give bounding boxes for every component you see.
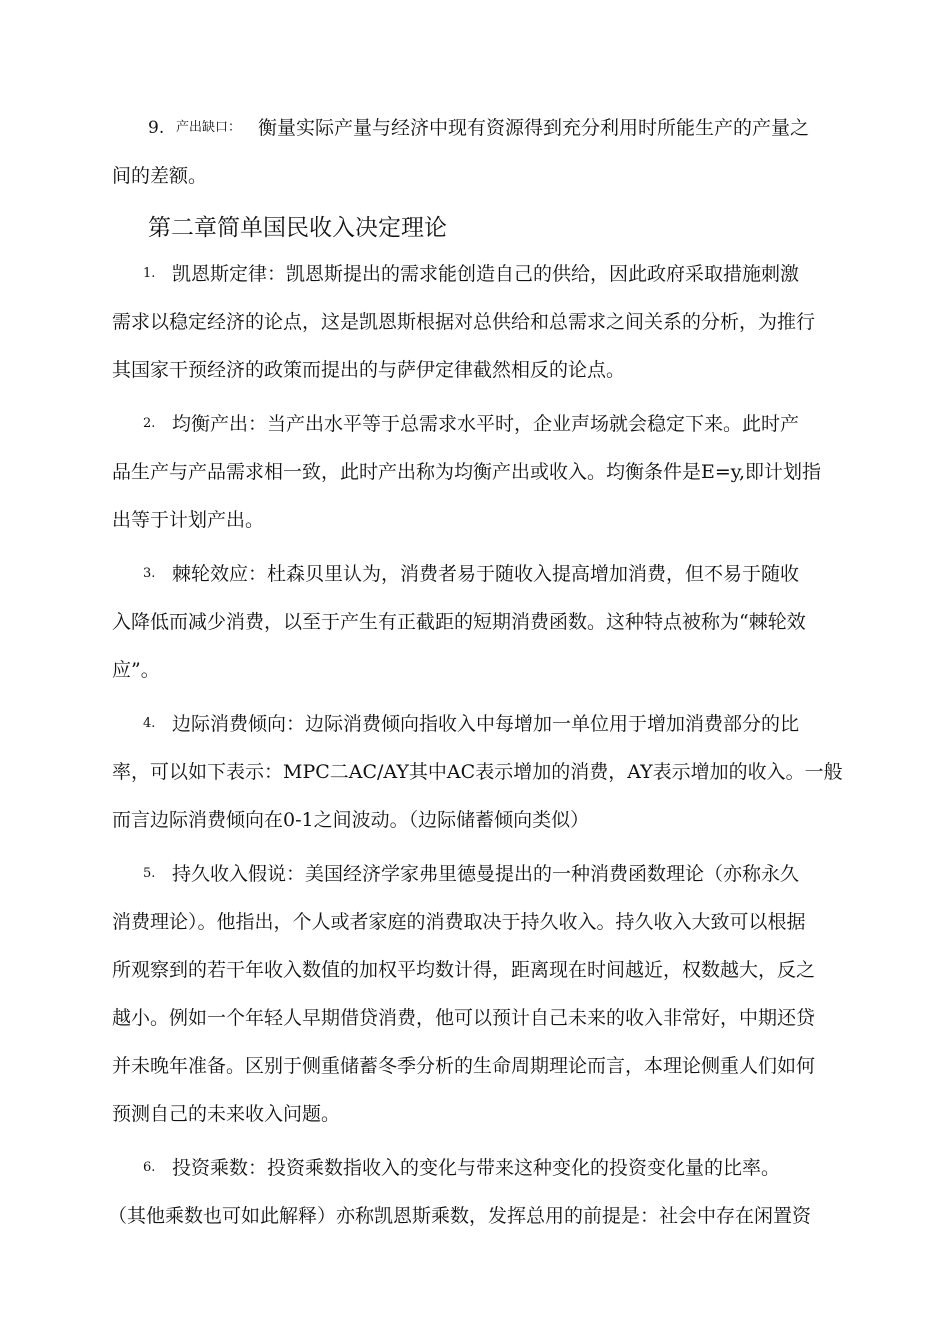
item-5-text-1: 持久收入假说：美国经济学家弗里德曼提出的一种消费函数理论（亦称永久 xyxy=(172,863,800,885)
item-6-text-1: 投资乘数：投资乘数指收入的变化与带来这种变化的投资变化量的比率。 xyxy=(172,1157,781,1179)
item-5-line-5 xyxy=(0,1048,950,1084)
item-1-text-3: 其国家干预经济的政策而提出的与萨伊定律截然相反的论点。 xyxy=(112,359,626,381)
item-1-number: 1. xyxy=(143,266,156,281)
item-5-line-2 xyxy=(0,904,950,940)
item-2-text-3: 出等于计划产出。 xyxy=(112,509,265,531)
item-2-text-1: 均衡产出：当产出水平等于总需求水平时，企业声场就会稳定下来。此时产 xyxy=(172,413,800,435)
item-3-line-2 xyxy=(0,604,950,640)
item-3-text-1: 棘轮效应：杜森贝里认为，消费者易于随收入提高增加消费，但不易于随收 xyxy=(172,563,800,585)
item-2-line-2 xyxy=(0,454,950,490)
item-3-line-1 xyxy=(0,556,950,592)
item-1-line-1 xyxy=(0,256,950,292)
item-3-number: 3. xyxy=(143,566,156,581)
item-3-text-3: 应”。 xyxy=(112,659,160,681)
item-5-text-4: 越小。例如一个年轻人早期借贷消费，他可以预计自己未来的收入非常好，中期还贷 xyxy=(112,1007,816,1029)
item-6-line-1 xyxy=(0,1150,950,1186)
item-5-line-1 xyxy=(0,856,950,892)
item-4-text-2: 率，可以如下表示：MPC二AC/AY其中AC表示增加的消费，AY表示增加的收入。一般 xyxy=(112,761,843,783)
item-4-text-3: 而言边际消费倾向在0-1之间波动。（边际储蓄倾向类似） xyxy=(112,809,590,831)
item-9-line-1 xyxy=(0,110,950,146)
item-9-term: 产出缺口： xyxy=(176,120,242,135)
item-2-line-3 xyxy=(0,502,950,538)
item-1-text-1: 凯恩斯定律：凯恩斯提出的需求能创造自己的供给，因此政府采取措施刺激 xyxy=(172,263,800,285)
item-5-number: 5. xyxy=(143,866,156,881)
item-5-text-5: 并未晚年准备。区别于侧重储蓄冬季分析的生命周期理论而言，本理论侧重人们如何 xyxy=(112,1055,816,1077)
item-5-text-6: 预测自己的未来收入问题。 xyxy=(112,1103,341,1125)
item-4-line-3 xyxy=(0,802,950,838)
item-9-line-2 xyxy=(0,158,950,194)
item-6-number: 6. xyxy=(143,1160,156,1175)
item-9-text: 衡量实际产量与经济中现有资源得到充分利用时所能生产的产量之 xyxy=(258,117,810,139)
item-6-line-2 xyxy=(0,1198,950,1234)
item-4-line-1 xyxy=(0,706,950,742)
item-9-number: 9. xyxy=(148,118,165,138)
chapter-title: 第二章简单国民收入决定理论 xyxy=(148,215,447,241)
item-9-text-2: 间的差额。 xyxy=(112,165,208,187)
item-6-text-2: （其他乘数也可如此解释）亦称凯恩斯乘数，发挥总用的前提是：社会中存在闲置资 xyxy=(108,1205,812,1227)
item-3-line-3 xyxy=(0,652,950,688)
item-2-number: 2. xyxy=(143,416,156,431)
item-1-line-2 xyxy=(0,304,950,340)
item-4-text-1: 边际消费倾向：边际消费倾向指收入中每增加一单位用于增加消费部分的比 xyxy=(172,713,800,735)
item-5-line-3 xyxy=(0,952,950,988)
item-3-text-2: 入降低而减少消费，以至于产生有正截距的短期消费函数。这种特点被称为“棘轮效 xyxy=(112,611,806,633)
item-1-line-3 xyxy=(0,352,950,388)
item-5-text-3: 所观察到的若干年收入数值的加权平均数计得，距离现在时间越近，权数越大，反之 xyxy=(112,959,816,981)
item-4-number: 4. xyxy=(143,716,156,731)
item-4-line-2 xyxy=(0,754,950,790)
item-5-text-2: 消费理论）。他指出，个人或者家庭的消费取决于持久收入。持久收入大致可以根据 xyxy=(112,911,806,933)
item-5-line-4 xyxy=(0,1000,950,1036)
item-5-line-6 xyxy=(0,1096,950,1132)
item-1-text-2: 需求以稳定经济的论点，这是凯恩斯根据对总供给和总需求之间关系的分析，为推行 xyxy=(112,311,816,333)
item-2-text-2: 品生产与产品需求相一致，此时产出称为均衡产出或收入。均衡条件是E=y,即计划指 xyxy=(112,461,822,483)
item-2-line-1 xyxy=(0,406,950,442)
